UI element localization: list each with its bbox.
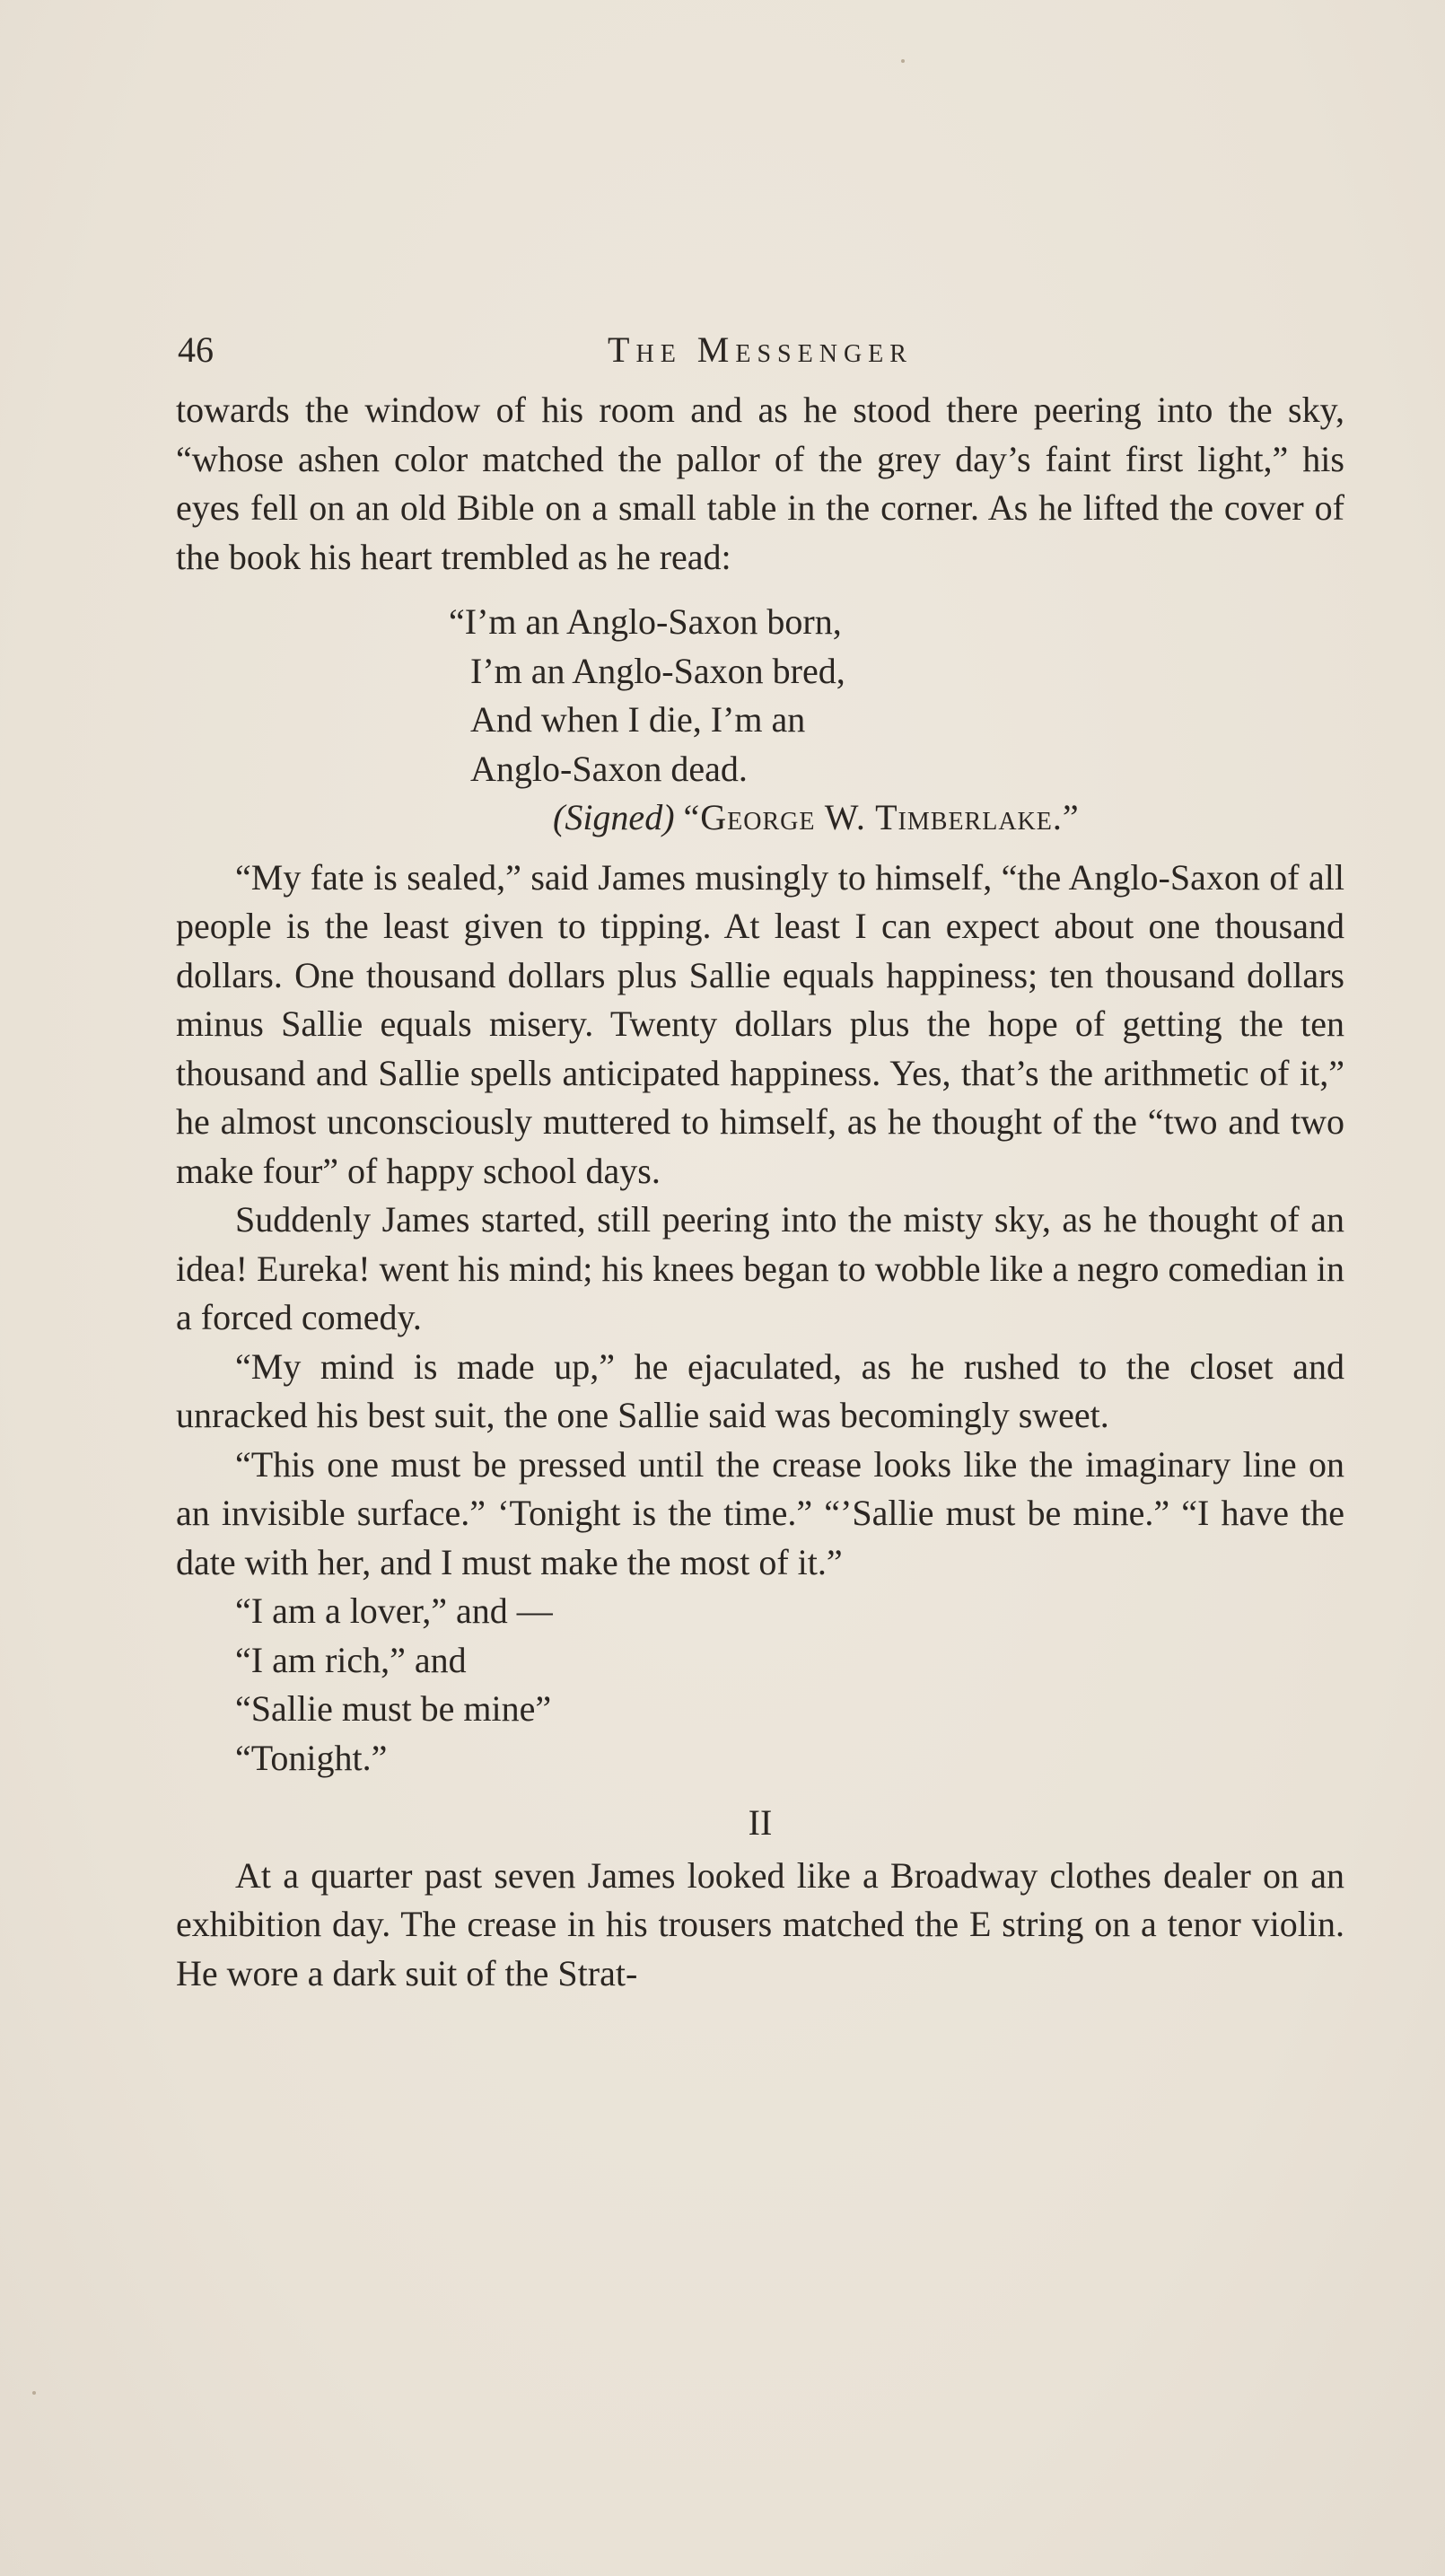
poem-line-2: I’m an Anglo-Saxon bred,	[470, 650, 845, 691]
signature-label: (Signed)	[553, 797, 675, 837]
poem-line-1: “I’m an Anglo-Saxon born,	[449, 601, 842, 642]
short-line-3: “Sallie must be mine”	[235, 1688, 552, 1729]
journal-title: The Messenger	[608, 329, 913, 370]
poem-line-3: And when I die, I’m an	[470, 699, 806, 740]
poem-signature	[470, 793, 1344, 843]
paper-speck	[32, 2391, 36, 2395]
paragraph-5: “This one must be pressed until the crease looks like the imaginary line on an invisible surface.” ‘Tonight is the time.” “’Sallie must be mine.” “I have the date with her, and I must make the most of it.”	[176, 1443, 1344, 1582]
paper-speck	[901, 59, 905, 63]
short-line-4: “Tonight.”	[235, 1737, 388, 1778]
paragraph-2: “My fate is sealed,” said James musingly to himself, “the Anglo-Saxon of all people is the least given to tipping. At least I can expect about one thousand dollars. One thousand dollars plus Sallie equals happiness; ten thousand dollars minus Sallie equals misery. Twenty dollars plus the hope of getting the ten thousand and Sallie spells anticipated happiness. Yes, that’s the arithmetic of it,” he almost unconsciously muttered to himself, as he thought of the “two and two make four” of happy school days.	[176, 856, 1344, 1191]
book-page	[176, 314, 1344, 2343]
signature-name: “George W. Timberlake.”	[683, 797, 1080, 837]
running-head	[176, 314, 1344, 386]
paragraph-1: towards the window of his room and as he stood there peering into the sky, “whose ashen color matched the pallor of the grey day’s faint first light,” his eyes fell on an old Bible on a small table in the corner. As he lifted the cover of the book his heart trembled as he read:	[176, 390, 1344, 577]
body-text	[176, 386, 1344, 1998]
paragraph-4: “My mind is made up,” he ejaculated, as he rushed to the closet and unracked his best suit, the one Sallie said was becomingly sweet.	[176, 1345, 1344, 1435]
short-line-2: “I am rich,” and	[235, 1639, 467, 1680]
poem-block	[176, 598, 1344, 843]
paragraph-3: Suddenly James started, still peering into the misty sky, as he thought of an idea! Eureka! went his mind; his knees began to wobble like a negro comedian in a forced comedy.	[176, 1199, 1344, 1337]
short-line-1: “I am a lover,” and —	[235, 1590, 553, 1631]
section-heading: II	[748, 1802, 773, 1843]
poem-line-4: Anglo-Saxon dead.	[470, 748, 748, 789]
paragraph-6: At a quarter past seven James looked like a Broadway clothes dealer on an exhibition day. The crease in his trousers matched the E string on a tenor violin. He wore a dark suit of the Strat-	[176, 1854, 1344, 1993]
page-number: 46	[178, 329, 214, 370]
